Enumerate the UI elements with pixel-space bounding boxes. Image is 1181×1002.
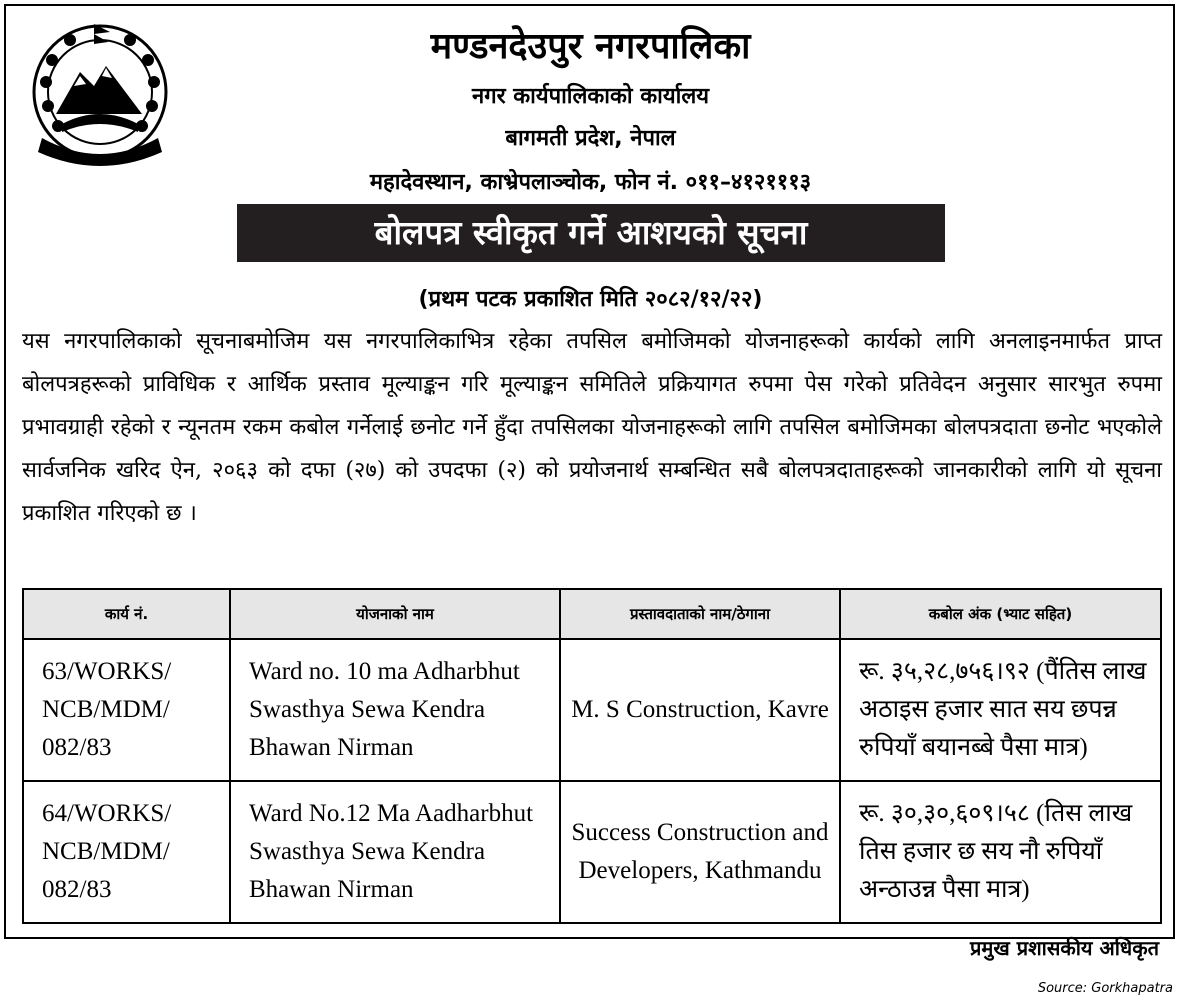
header-bidder-name: प्रस्तावदाताको नाम/ठेगाना (560, 589, 840, 639)
bidder-cell: M. S Construction, Kavre (560, 639, 840, 781)
notice-banner: बोलपत्र स्वीकृत गर्ने आशयको सूचना (237, 204, 945, 262)
project-name-cell: Ward No.12 Ma Aadharbhut Swasthya Sewa Kendra Bhawan Nirman (230, 781, 560, 923)
bidder-cell: Success Construction and Developers, Kathmandu (560, 781, 840, 923)
address-line: महादेवस्थान, काभ्रेपलाञ्चोक, फोन नं. ०११–४१२१११३ (369, 170, 812, 195)
publication-date: (प्रथम पटक प्रकाशित मिति २०८२/१२/२२) (418, 287, 763, 312)
table-row (23, 781, 1161, 923)
header-bid-amount: कबोल अंक (भ्याट सहित) (840, 589, 1161, 639)
province-name: बागमती प्रदेश, नेपाल (505, 126, 676, 151)
bid-amount-cell: रू. ३०,३०,६०९।५८ (तिस लाख तिस हजार छ सय नौ रुपियाँ अन्ठाउन्न पैसा मात्र) (840, 781, 1161, 923)
signatory-title: प्रमुख प्रशासकीय अधिकृत (970, 936, 1159, 960)
municipality-title: मण्डनदेउपुर नगरपालिका (430, 26, 751, 67)
bid-amount-cell: रू. ३५,२८,७५६।९२ (पैंतिस लाख अठाइस हजार सात सय छपन्न रुपियाँ बयानब्बे पैसा मात्र) (840, 639, 1161, 781)
table-header-row (23, 589, 1161, 639)
project-name-cell: Ward no. 10 ma Adharbhut Swasthya Sewa Kendra Bhawan Nirman (230, 639, 560, 781)
office-name: नगर कार्यपालिकाको कार्यालय (472, 84, 709, 109)
header-project-name: योजनाको नाम (230, 589, 560, 639)
source-credit: Source: Gorkhapatra (1037, 981, 1173, 996)
notice-body: यस नगरपालिकाको सूचनाबमोजिम यस नगरपालिकाभित्र रहेका तपसिल बमोजिमको योजनाहरूको कार्यको लागि अनलाइनमार्फत प्राप्त बोलपत्रहरूको प्राविधिक र आर्थिक प्रस्ताव मूल्याङ्कन गरि मूल्याङ्कन समितिले प्रक्रियागत रुपमा पेस गरेको प्रतिवेदन अनुसार सारभुत रुपमा प्रभावग्राही रहेको र न्यूनतम रकम कबोल गर्नेलाई छनोट गर्ने हुँदा तपसिलका योजनाहरूको लागि तपसिल बमोजिमका बोलपत्रदाता छनोट भएकोले सार्वजनिक खरिद ऐन, २०६३ को दफा (२७) को उपदफा (२) को प्रयोजनार्थ सम्बन्धित सबै बोलपत्रदाताहरूको जानकारीको लागि यो सूचना प्रकाशित गरिएको छ । (22, 329, 1162, 526)
tender-table (22, 588, 1162, 924)
table-row (23, 639, 1161, 781)
header-work-no: कार्य नं. (23, 589, 230, 639)
work-no-cell: 63/WORKS/ NCB/MDM/ 082/83 (23, 639, 230, 781)
work-no-cell: 64/WORKS/ NCB/MDM/ 082/83 (23, 781, 230, 923)
